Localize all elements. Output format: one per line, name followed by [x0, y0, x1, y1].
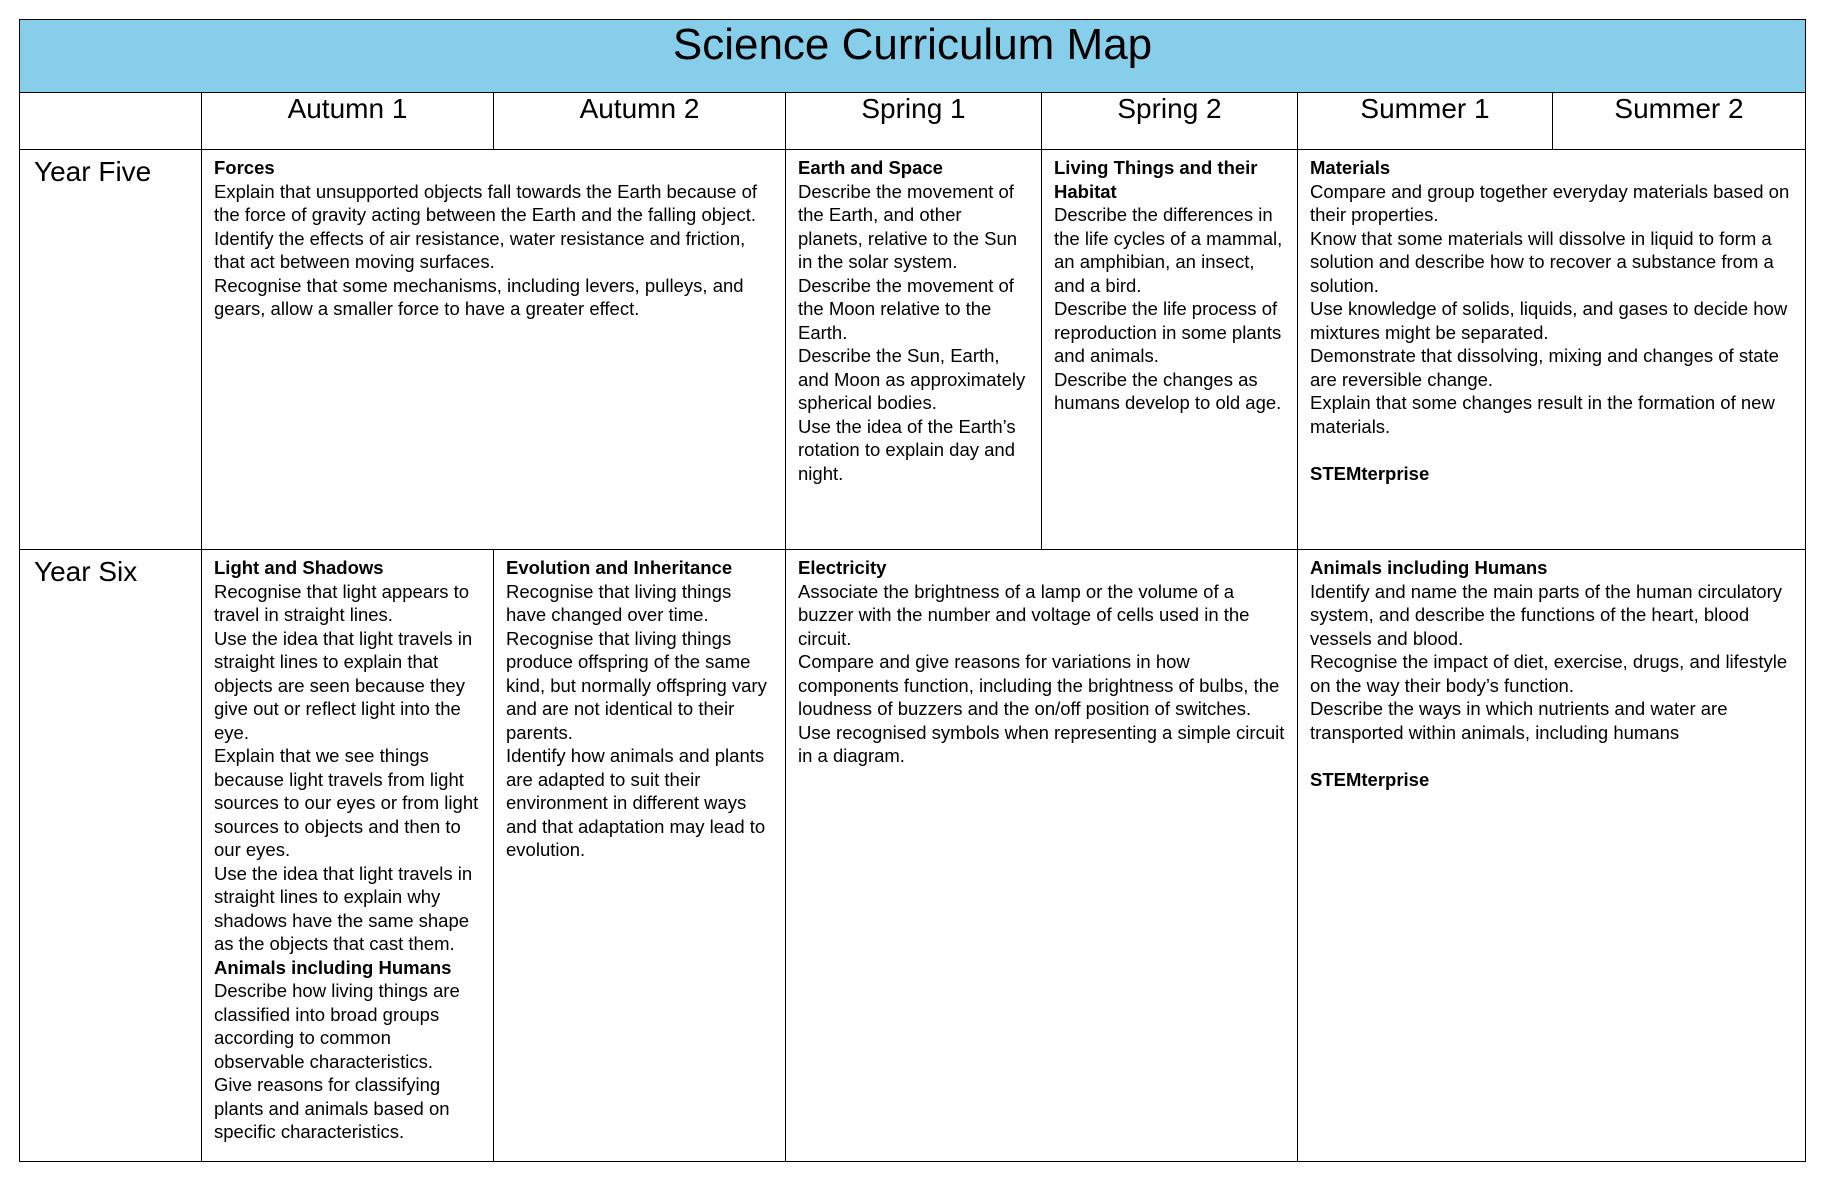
- objective-line: Describe the ways in which nutrients and water are transported within animals, including humans: [1310, 698, 1728, 743]
- objective-line: Compare and group together everyday materials based on their properties.: [1310, 180, 1790, 225]
- evolution-cell: [494, 550, 786, 1162]
- objective-line: Recognise that some mechanisms, including levers, pulleys, and gears, allow a smaller force to have a greater effect.: [214, 274, 744, 319]
- earth-space-cell: [786, 150, 1042, 550]
- header-blank-cell: [20, 93, 202, 150]
- objective-line: Describe the differences in the life cycles of a mammal, an amphibian, an insect, and a bird.: [1054, 204, 1283, 296]
- objective-line: Compare and give reasons for variations in how components function, including the brightness of bulbs, the loudness of buzzers and the on/off position of switches.: [798, 651, 1280, 719]
- curriculum-table: [19, 19, 1806, 1162]
- objective-line: Recognise the impact of diet, exercise, drugs, and lifestyle on the way their body’s function.: [1310, 651, 1788, 696]
- spacer: [1310, 744, 1795, 768]
- objective-line: Recognise that living things have changed over time.: [506, 580, 732, 625]
- forces-cell: [202, 150, 786, 550]
- objective-line: Give reasons for classifying plants and animals based on specific characteristics.: [214, 1074, 450, 1142]
- topic-title: Evolution and Inheritance: [506, 557, 733, 578]
- objective-line: Associate the brightness of a lamp or the volume of a buzzer with the number and voltage of cells used in the circuit.: [798, 580, 1250, 649]
- objective-line: Know that some materials will dissolve in liquid to form a solution and describe how to recover a substance from a solution.: [1310, 227, 1774, 296]
- term-header-summer-1: Summer 1: [1298, 93, 1553, 150]
- topic-title: Earth and Space: [798, 157, 943, 178]
- year-six-label: Year Six: [20, 550, 202, 1162]
- spacer: [1310, 438, 1795, 462]
- animals-humans-cell: [1298, 550, 1806, 1162]
- topic-title: Electricity: [798, 557, 887, 578]
- topic-title: Light and Shadows: [214, 557, 384, 578]
- term-header-spring-2: Spring 2: [1042, 93, 1298, 150]
- objective-line: Explain that unsupported objects fall towards the Earth because of the force of gravity acting between the Earth and the falling object.: [214, 180, 758, 225]
- objective-line: Describe the changes as humans develop to old age.: [1054, 368, 1282, 413]
- objective-line: Use knowledge of solids, liquids, and gases to decide how mixtures might be separated.: [1310, 298, 1788, 343]
- objective-line: Use the idea that light travels in straight lines to explain why shadows have the same shape as the objects that cast them.: [214, 862, 473, 954]
- objective-line: Describe the Sun, Earth, and Moon as approximately spherical bodies.: [798, 345, 1026, 413]
- electricity-cell: [786, 550, 1298, 1162]
- materials-cell: [1298, 150, 1806, 550]
- objective-line: Identify and name the main parts of the human circulatory system, and describe the functions of the heart, blood vessels and blood.: [1310, 580, 1783, 649]
- term-header-spring-1: Spring 1: [786, 93, 1042, 150]
- objective-line: Describe the life process of reproduction in some plants and animals.: [1054, 298, 1282, 366]
- topic-title: Living Things and their Habitat: [1054, 157, 1258, 202]
- living-things-cell: [1042, 150, 1298, 550]
- objective-line: Demonstrate that dissolving, mixing and changes of state are reversible change.: [1310, 345, 1779, 390]
- objective-line: Recognise that living things produce offspring of the same kind, but normally offspring vary and are not identical to their parents.: [506, 627, 767, 743]
- objective-line: Explain that some changes result in the formation of new materials.: [1310, 392, 1775, 437]
- objective-line: Describe the movement of the Earth, and other planets, relative to the Sun in the solar system.: [798, 180, 1018, 272]
- term-header-autumn-1: Autumn 1: [202, 93, 494, 150]
- page-title: Science Curriculum Map: [20, 20, 1806, 93]
- topic-title: Materials: [1310, 157, 1391, 178]
- topic-title: Forces: [214, 157, 275, 178]
- objective-line: Recognise that light appears to travel in straight lines.: [214, 580, 470, 625]
- light-shadows-cell: [202, 550, 494, 1162]
- objective-line: Describe how living things are classified into broad groups according to common observable characteristics.: [214, 980, 460, 1072]
- objective-line: Identify the effects of air resistance, water resistance and friction, that act between moving surfaces.: [214, 227, 746, 272]
- stemterprise-label: STEMterprise: [1310, 462, 1430, 484]
- term-header-autumn-2: Autumn 2: [494, 93, 786, 150]
- topic-title: Animals including Humans: [1310, 557, 1548, 578]
- objective-line: Use recognised symbols when representing a simple circuit in a diagram.: [798, 721, 1285, 766]
- year-five-label: Year Five: [20, 150, 202, 550]
- objective-line: Describe the movement of the Moon relative to the Earth.: [798, 274, 1014, 343]
- stemterprise-label: STEMterprise: [1310, 768, 1430, 790]
- objective-line: Identify how animals and plants are adapted to suit their environment in different ways and that adaptation may lead to evolution.: [506, 745, 766, 860]
- objective-line: Explain that we see things because light travels from light sources to our eyes or from light sources to objects and then to our eyes.: [214, 745, 479, 860]
- objective-line: Use the idea of the Earth’s rotation to explain day and night.: [798, 415, 1016, 484]
- term-header-summer-2: Summer 2: [1553, 93, 1806, 150]
- topic-title: Animals including Humans: [214, 956, 452, 978]
- objective-line: Use the idea that light travels in straight lines to explain that objects are seen because they give out or reflect light into the eye.: [214, 627, 473, 743]
